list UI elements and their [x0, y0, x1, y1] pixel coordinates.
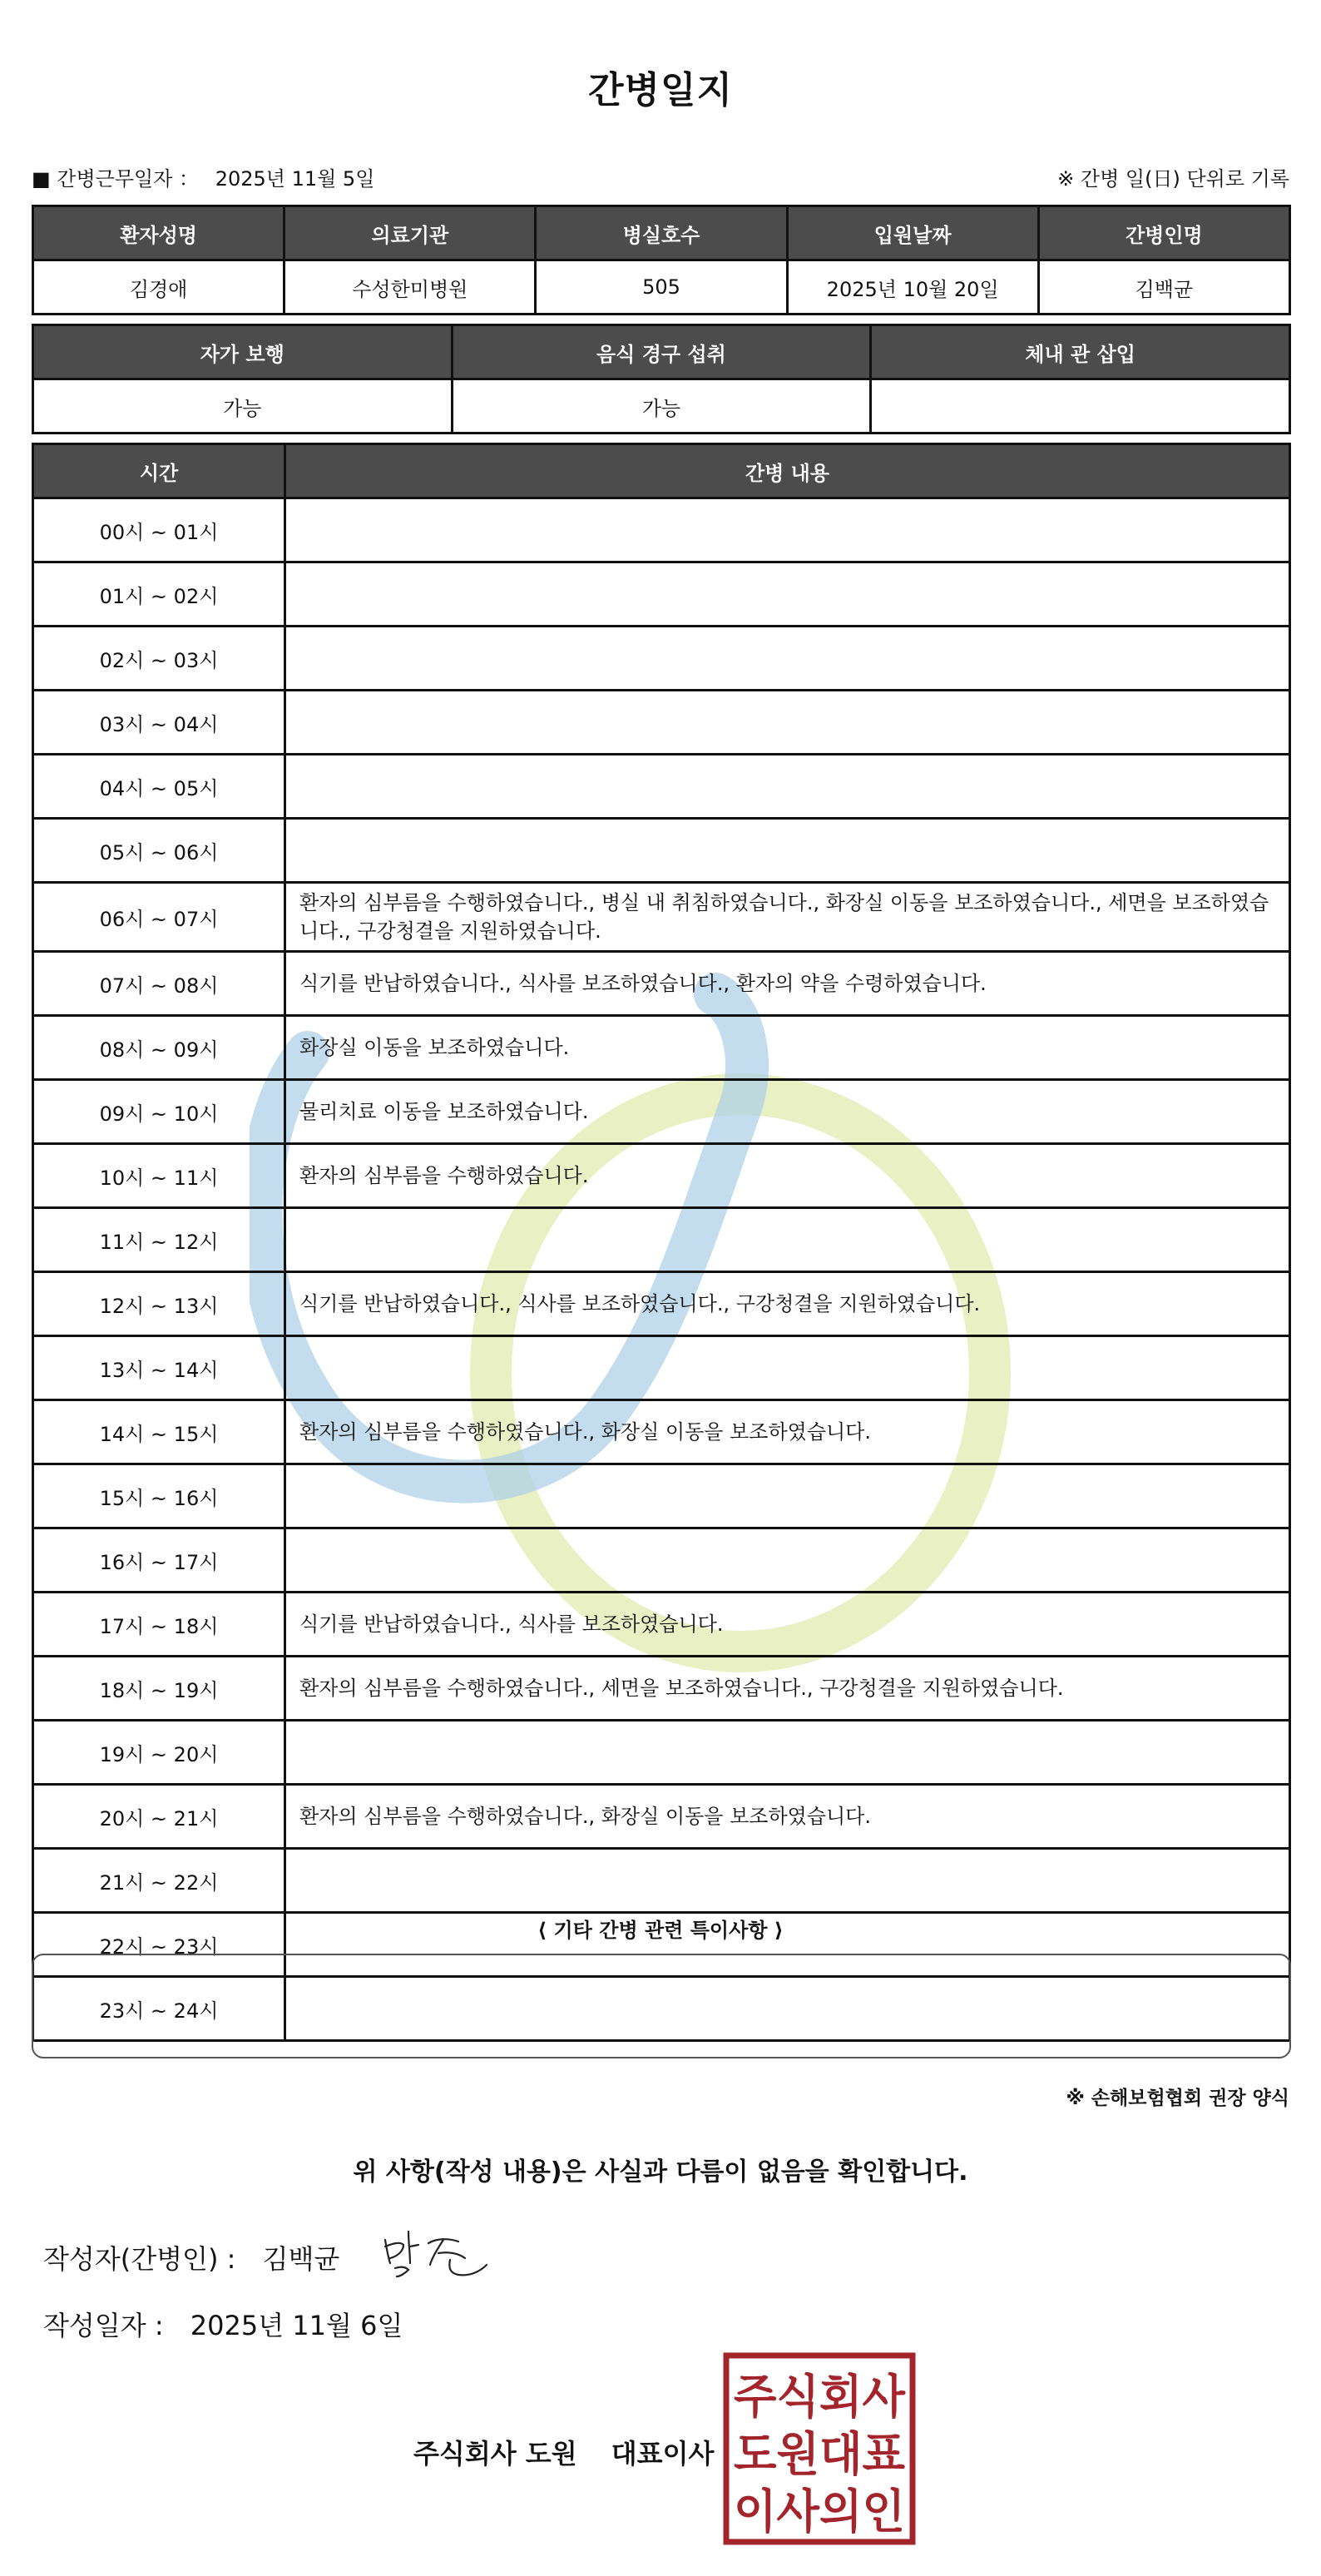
- log-row: [33, 1528, 1290, 1593]
- log-row: [33, 627, 1290, 691]
- log-note: 식기를 반납하였습니다., 식사를 보조하였습니다., 환자의 약을 수령하였습니다.: [285, 952, 1290, 1016]
- log-note: [285, 498, 1290, 562]
- representative-title: 대표이사: [611, 2438, 715, 2469]
- log-note: 식기를 반납하였습니다., 식사를 보조하였습니다., 구강청결을 지원하였습니다.: [285, 1272, 1290, 1336]
- form-note: ※ 손해보험협회 권장 양식: [1066, 2088, 1289, 2109]
- company-line: [413, 2433, 714, 2471]
- writer-line: [43, 2238, 339, 2276]
- log-time: 05시 ~ 06시: [33, 819, 285, 883]
- log-row: [33, 819, 1290, 883]
- patient-header-row: [33, 206, 1290, 260]
- log-time: 01시 ~ 02시: [33, 562, 285, 627]
- log-row: [33, 1336, 1290, 1400]
- log-time: 14시 ~ 15시: [33, 1400, 285, 1464]
- confirmation-statement: 위 사항(작성 내용)은 사실과 다름이 없음을 확인합니다.: [353, 2157, 968, 2187]
- header-self-walking: 자가 보행: [33, 325, 453, 379]
- written-date-value: 2025년 11월 6일: [190, 2310, 403, 2341]
- header-care-content: 간병 내용: [285, 444, 1290, 498]
- log-time: 17시 ~ 18시: [33, 1593, 285, 1657]
- log-note: 물리치료 이동을 보조하였습니다.: [285, 1080, 1290, 1144]
- log-row: [33, 1080, 1290, 1144]
- self-walking-value: 가능: [33, 379, 453, 433]
- patient-info-table: [32, 205, 1291, 315]
- log-body: [33, 498, 1290, 2041]
- log-header-row: [33, 444, 1290, 498]
- log-time: 21시 ~ 22시: [33, 1849, 285, 1913]
- log-note: 환자의 심부름을 수행하였습니다.: [285, 1144, 1290, 1208]
- log-time: 10시 ~ 11시: [33, 1144, 285, 1208]
- log-row: [33, 952, 1290, 1016]
- log-row: [33, 1657, 1290, 1721]
- log-note: 환자의 심부름을 수행하였습니다., 화장실 이동을 보조하였습니다.: [285, 1785, 1290, 1849]
- log-row: [33, 562, 1290, 627]
- log-time: 15시 ~ 16시: [33, 1464, 285, 1528]
- log-row: [33, 1400, 1290, 1464]
- log-time: 08시 ~ 09시: [33, 1016, 285, 1080]
- log-time: 02시 ~ 03시: [33, 627, 285, 691]
- page-title: 간병일지: [587, 69, 733, 111]
- log-row: [33, 1144, 1290, 1208]
- hospital-name: 수성한미병원: [284, 260, 536, 315]
- log-row: [33, 1016, 1290, 1080]
- patient-status-table: [32, 324, 1291, 434]
- log-time: 18시 ~ 19시: [33, 1657, 285, 1721]
- admission-date: 2025년 10월 20일: [787, 260, 1038, 315]
- log-time: 22시 ~ 23시: [33, 1913, 285, 1977]
- log-note: [285, 691, 1290, 755]
- log-note: [285, 1721, 1290, 1785]
- duty-date-value: 2025년 11월 5일: [215, 167, 375, 191]
- log-note: 환자의 심부름을 수행하였습니다., 세면을 보조하였습니다., 구강청결을 지원하였습니다.: [285, 1657, 1290, 1721]
- handwritten-signature: [378, 2222, 503, 2288]
- written-date-line: [43, 2305, 403, 2343]
- duty-date-label: ■ 간병근무일자 ：: [32, 167, 200, 191]
- remarks-box: [32, 1954, 1291, 2058]
- patient-value-row: [33, 260, 1290, 315]
- log-note: [285, 755, 1290, 819]
- status-header-row: [33, 325, 1290, 379]
- log-time: 11시 ~ 12시: [33, 1208, 285, 1272]
- log-row: [33, 498, 1290, 562]
- room-number: 505: [536, 260, 787, 315]
- log-note: [285, 819, 1290, 883]
- log-time: 06시 ~ 07시: [33, 883, 285, 952]
- log-time: 16시 ~ 17시: [33, 1528, 285, 1593]
- log-time: 07시 ~ 08시: [33, 952, 285, 1016]
- log-note: [285, 1336, 1290, 1400]
- record-note: ※ 간병 일(日) 단위로 기록: [1057, 167, 1289, 191]
- header-caregiver-name: 간병인명: [1038, 206, 1289, 260]
- log-time: 09시 ~ 10시: [33, 1080, 285, 1144]
- log-note: 식기를 반납하였습니다., 식사를 보조하였습니다.: [285, 1593, 1290, 1657]
- log-row: [33, 1272, 1290, 1336]
- remarks-caption: ⟨ 기타 간병 관련 특이사항 ⟩: [537, 1919, 784, 1942]
- log-time: 19시 ~ 20시: [33, 1721, 285, 1785]
- oral-intake-value: 가능: [452, 379, 871, 433]
- header-tube-insertion: 체내 관 삽입: [871, 325, 1290, 379]
- header-admission-date: 입원날짜: [787, 206, 1038, 260]
- log-note: 화장실 이동을 보조하였습니다.: [285, 1016, 1290, 1080]
- log-row: [33, 1208, 1290, 1272]
- log-time: 03시 ~ 04시: [33, 691, 285, 755]
- status-value-row: [33, 379, 1290, 433]
- header-time: 시간: [33, 444, 285, 498]
- log-row: [33, 691, 1290, 755]
- seal-text-line: 주식회사: [734, 2370, 906, 2425]
- duty-date: [32, 162, 374, 191]
- log-note: [285, 562, 1290, 627]
- log-note: 환자의 심부름을 수행하였습니다., 화장실 이동을 보조하였습니다.: [285, 1400, 1290, 1464]
- log-note: [285, 1849, 1290, 1913]
- log-note: [285, 1464, 1290, 1528]
- seal-text-line: 도원대표: [734, 2428, 905, 2482]
- log-time: 13시 ~ 14시: [33, 1336, 285, 1400]
- log-time: 12시 ~ 13시: [33, 1272, 285, 1336]
- log-note: [285, 627, 1290, 691]
- log-note: [285, 1528, 1290, 1593]
- caregiver-name: 김백균: [1038, 260, 1289, 315]
- log-time: 23시 ~ 24시: [33, 1977, 285, 2041]
- care-log-table: [32, 443, 1291, 2042]
- header-hospital: 의료기관: [284, 206, 536, 260]
- header-oral-intake: 음식 경구 섭취: [452, 325, 871, 379]
- header-room-number: 병실호수: [536, 206, 787, 260]
- company-seal-stamp: [722, 2351, 917, 2546]
- tube-insertion-value: [871, 379, 1290, 433]
- seal-text-line: 이사의인: [734, 2485, 905, 2539]
- writer-name: 김백균: [262, 2243, 340, 2275]
- log-time: 00시 ~ 01시: [33, 498, 285, 562]
- log-row: [33, 883, 1290, 952]
- log-row: [33, 1593, 1290, 1657]
- log-time: 04시 ~ 05시: [33, 755, 285, 819]
- written-date-label: 작성일자 :: [43, 2310, 164, 2341]
- writer-label: 작성자(간병인) :: [43, 2243, 236, 2275]
- log-note: [285, 1208, 1290, 1272]
- header-patient-name: 환자성명: [33, 206, 284, 260]
- log-row: [33, 1785, 1290, 1849]
- log-row: [33, 1849, 1290, 1913]
- log-row: [33, 1464, 1290, 1528]
- log-row: [33, 1721, 1290, 1785]
- patient-name: 김경애: [33, 260, 284, 315]
- log-time: 20시 ~ 21시: [33, 1785, 285, 1849]
- log-row: [33, 755, 1290, 819]
- log-note: 환자의 심부름을 수행하였습니다., 병실 내 취침하였습니다., 화장실 이동을 보조하였습니다., 세면을 보조하였습니다., 구강청결을 지원하였습니다.: [285, 883, 1290, 952]
- company-name: 주식회사 도원: [413, 2438, 577, 2469]
